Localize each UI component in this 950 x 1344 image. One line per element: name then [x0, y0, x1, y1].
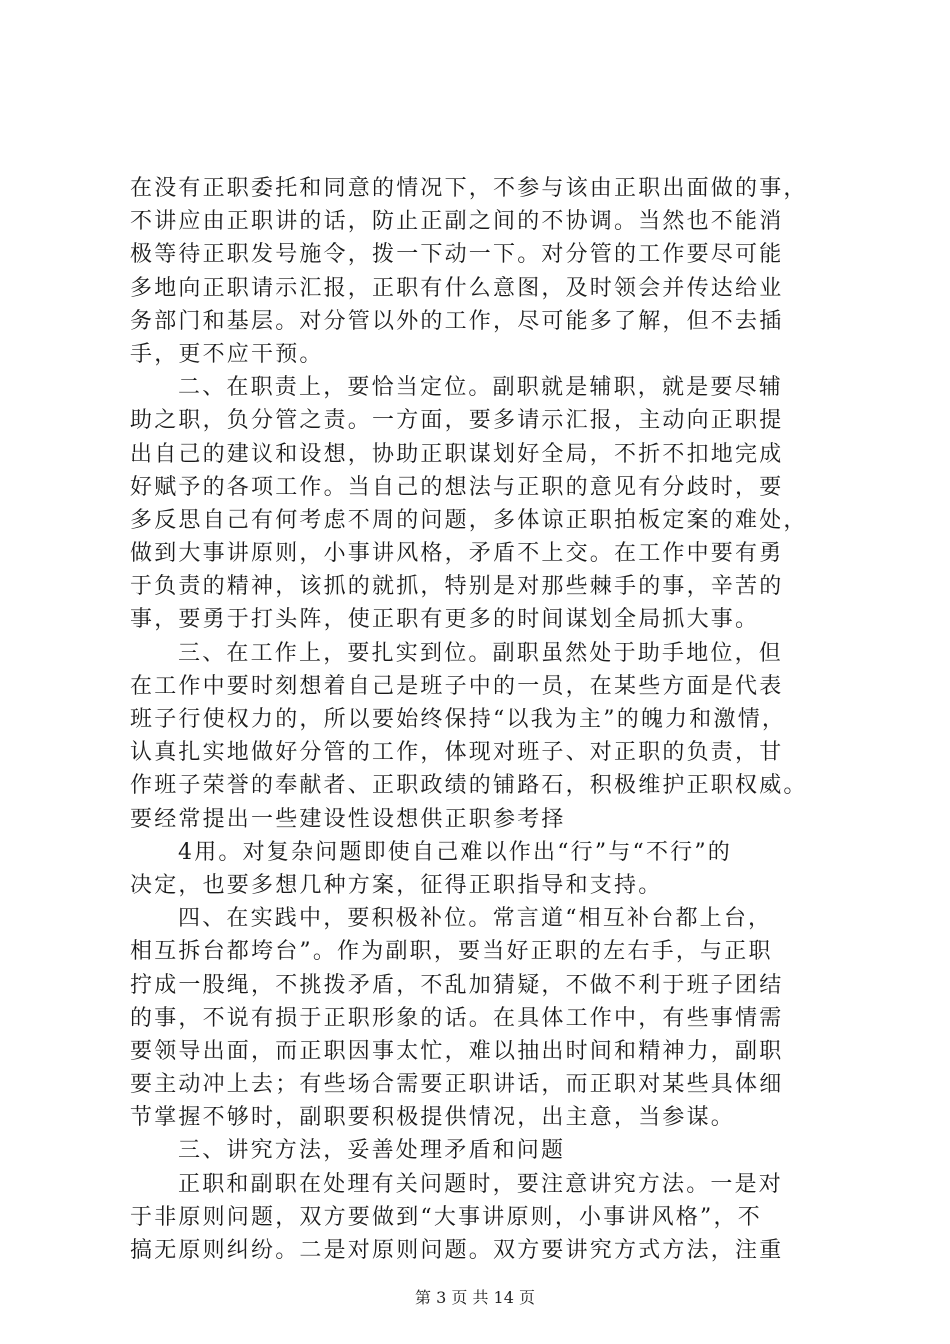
- text-line: 于负责的精神，该抓的就抓，特别是对那些棘手的事，辛苦的: [130, 574, 784, 600]
- text-line: 多地向正职请示汇报，正职有什么意图，及时领会并传达给业: [130, 275, 784, 301]
- text-line: 出自己的建议和设想，协助正职谋划好全局，不折不扣地完成: [130, 441, 784, 467]
- text-line: 在工作中要时刻想着自己是班子中的一员，在某些方面是代表: [130, 673, 784, 699]
- text-line: 认真扎实地做好分管的工作，体现对班子、对正职的负责，甘: [130, 740, 784, 766]
- text-line: 好赋予的各项工作。当自己的想法与正职的意见有分歧时，要: [130, 474, 784, 500]
- text-line: 相互拆台都垮台”。作为副职，要当好正职的左右手，与正职: [130, 939, 773, 965]
- text-line: 助之职，负分管之责。一方面，要多请示汇报，主动向正职提: [130, 408, 784, 434]
- text-line: 班子行使权力的，所以要始终保持“以我为主”的魄力和激情，: [130, 707, 787, 732]
- text-line: 要经常提出一些建设性设想供正职参考择: [130, 806, 566, 832]
- text-line: 节掌握不够时，副职要积极提供情况，出主意，当参谋。: [130, 1105, 736, 1131]
- text-line: 极等待正职发号施令，拨一下动一下。对分管的工作要尽可能: [130, 242, 784, 268]
- text-line: 在没有正职委托和同意的情况下，不参与该由正职出面做的事，: [130, 176, 808, 201]
- text-line: 于非原则问题，双方要做到“大事讲原则，小事讲风格”，不: [130, 1204, 762, 1230]
- text-line: 事，要勇于打头阵，使正职有更多的时间谋划全局抓大事。: [130, 607, 760, 633]
- text-line: 三、在工作上，要扎实到位。副职虽然处于助手地位，但: [178, 640, 784, 666]
- text-line: 二、在职责上，要恰当定位。副职就是辅职，就是要尽辅: [178, 375, 784, 401]
- text-line: 做到大事讲原则，小事讲风格，矛盾不上交。在工作中要有勇: [130, 541, 784, 567]
- document-body: [130, 172, 830, 1267]
- text-line: 正职和副职在处理有关问题时，要注意讲究方法。一是对: [178, 1171, 784, 1197]
- text-line: 手，更不应干预。: [130, 341, 324, 367]
- text-line: 的事，不说有损于正职形象的话。在具体工作中，有些事情需: [130, 1005, 784, 1031]
- text-line: 4用。对复杂问题即使自己难以作出“行”与“不行”的: [178, 839, 732, 865]
- text-line: 要领导出面，而正职因事太忙，难以抽出时间和精神力，副职: [130, 1038, 784, 1064]
- text-line: 要主动冲上去；有些场合需要正职讲话，而正职对某些具体细: [130, 1072, 784, 1098]
- text-line: 三、讲究方法，妥善处理矛盾和问题: [178, 1138, 566, 1164]
- text-line: 决定，也要多想几种方案，征得正职指导和支持。: [130, 872, 663, 898]
- text-line: 务部门和基层。对分管以外的工作，尽可能多了解，但不去插: [130, 308, 784, 334]
- page-footer: 第 3 页 共 14 页: [415, 1288, 535, 1307]
- text-line: 作班子荣誉的奉献者、正职政绩的铺路石，积极维护正职权威。: [130, 773, 808, 799]
- text-line: 拧成一股绳，不挑拨矛盾，不乱加猜疑，不做不利于班子团结: [130, 972, 784, 998]
- text-line: 多反思自己有何考虑不周的问题，多体谅正职拍板定案的难处，: [130, 507, 808, 533]
- text-line: 四、在实践中，要积极补位。常言道“相互补台都上台，: [178, 906, 773, 932]
- text-line: 搞无原则纠纷。二是对原则问题。双方要讲究方式方法，注重: [130, 1238, 784, 1263]
- text-line: 不讲应由正职讲的话，防止正副之间的不协调。当然也不能消: [130, 209, 784, 235]
